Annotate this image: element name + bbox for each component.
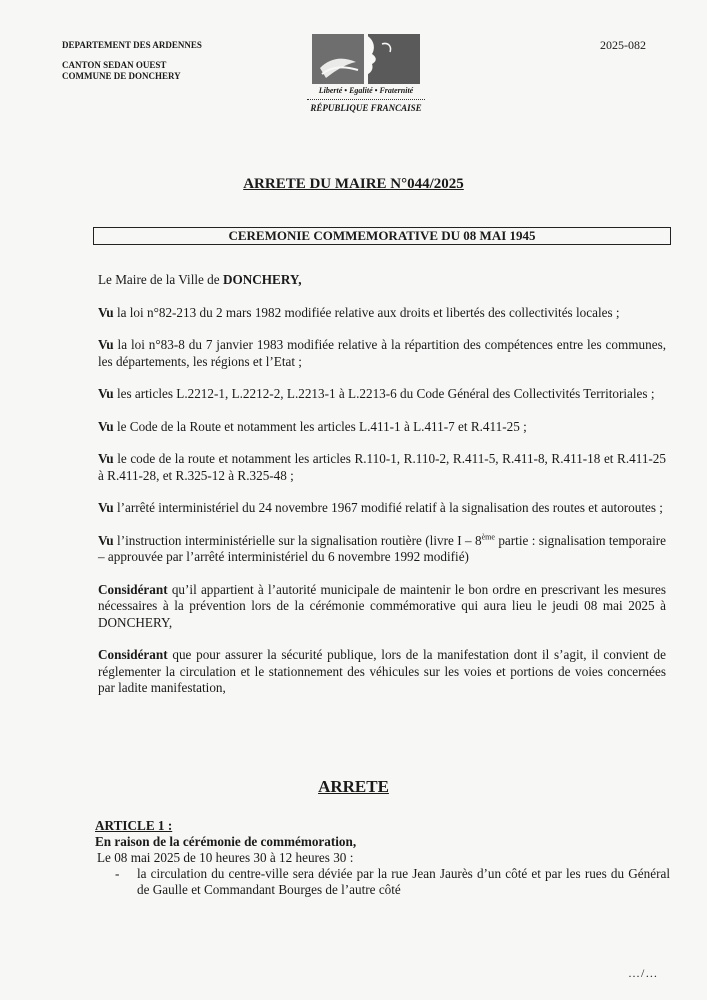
republic-name: RÉPUBLIQUE FRANCAISE (310, 103, 422, 113)
vu-paragraph (98, 305, 666, 322)
para-text: le Code de la Route et notamment les articles L.411-1 à L.411-7 et R.411-25 ; (113, 418, 527, 434)
bullet-dash: - (115, 866, 120, 881)
intro-prefix: Le Maire de la Ville de (98, 272, 223, 287)
vu-paragraph (98, 419, 666, 436)
para-text: que pour assurer la sécurité publique, lors de la manifestation dont il s’agit, il convient de réglementer la circulation et le stationnement des véhicules sur les voies et portions de voies concernées par ladite manifestation, (98, 647, 666, 695)
commune-name: COMMUNE DE DONCHERY (62, 71, 181, 81)
logo-divider (307, 99, 425, 100)
article-bullet (95, 866, 670, 898)
marianne-icon (312, 34, 420, 84)
para-lead: Considérant (98, 581, 168, 597)
para-text: la loi n°83-8 du 7 janvier 1983 modifiée relative à la répartition des compétences entre les communes, les départements, les régions et l’Etat ; (98, 337, 666, 369)
continuation-mark: …/… (628, 966, 659, 980)
issuer-block (62, 40, 202, 82)
para-lead: Vu (98, 451, 114, 466)
para-lead: Vu (98, 304, 114, 320)
para-text: la loi n°82-213 du 2 mars 1982 modifiée relative aux droits et libertés des collectivités locales ; (113, 304, 620, 320)
vu-paragraph (98, 337, 666, 370)
bullet-text: la circulation du centre-ville sera déviée par la rue Jean Jaurès d’un côté et par les rues du Général de Gaulle et Commandant Bourges de l’autre côté (137, 866, 670, 897)
vu-paragraph (98, 386, 666, 403)
intro-line (98, 272, 666, 289)
para-lead: Vu (98, 337, 114, 352)
considerant-paragraph (98, 647, 666, 697)
vu-instruction-paragraph (98, 533, 666, 566)
para-lead: Vu (98, 418, 114, 434)
para-lead: Vu (98, 500, 114, 515)
decree-subject: CEREMONIE COMMEMORATIVE DU 08 MAI 1945 (93, 227, 671, 245)
vu-paragraph (98, 500, 666, 517)
intro-town: DONCHERY, (222, 272, 302, 287)
para-lead: Vu (98, 532, 114, 548)
article-1 (95, 818, 670, 898)
article-title: ARTICLE 1 : (95, 818, 173, 833)
republic-logo (305, 34, 427, 113)
para-text: qu’il appartient à l’autorité municipale de maintenir le bon ordre en prescrivant les mesures nécessaires à la prévention lors de la cérémonie commémorative qui aura lieu le jeudi 08 mai 2025 à DONCHERY, (98, 581, 666, 630)
document-reference: 2025-082 (600, 38, 646, 52)
department-name: DEPARTEMENT DES ARDENNES (62, 40, 202, 50)
para-text: les articles L.2212-1, L.2212-2, L.2213-1 à L.2213-6 du Code Général des Collectivités Territoriales ; (113, 386, 655, 401)
article-subtitle: En raison de la cérémonie de commémoration, (95, 834, 357, 849)
para-lead: Considérant (98, 647, 168, 662)
arrete-heading: ARRETE (318, 777, 389, 796)
canton-name: CANTON SEDAN OUEST (62, 60, 167, 70)
para-lead: Vu (98, 386, 114, 401)
para-text: l’arrêté interministériel du 24 novembre 1967 modifié relatif à la signalisation des routes et autoroutes ; (113, 500, 663, 515)
para-text: partie : signalisation temporaire – approuvée par l’arrêté interministériel du 6 novembre 1992 modifié) (98, 532, 666, 564)
para-text: l’instruction interministérielle sur la signalisation routière (livre I – 8 (113, 532, 482, 548)
decree-title: ARRETE DU MAIRE N°044/2025 (243, 176, 464, 192)
para-text: le code de la route et notamment les articles R.110-1, R.110-2, R.411-5, R.411-8, R.411-18 et R.411-25 à R.411-28, et R.325-12 à R.325-48 ; (98, 451, 666, 483)
decree-preamble (98, 272, 666, 713)
republic-motto: Liberté • Egalité • Fraternité (318, 86, 414, 95)
vu-paragraph (98, 451, 666, 484)
superscript: ème (481, 532, 495, 542)
considerant-paragraph (98, 582, 666, 632)
article-date: Le 08 mai 2025 de 10 heures 30 à 12 heures 30 : (97, 850, 354, 865)
